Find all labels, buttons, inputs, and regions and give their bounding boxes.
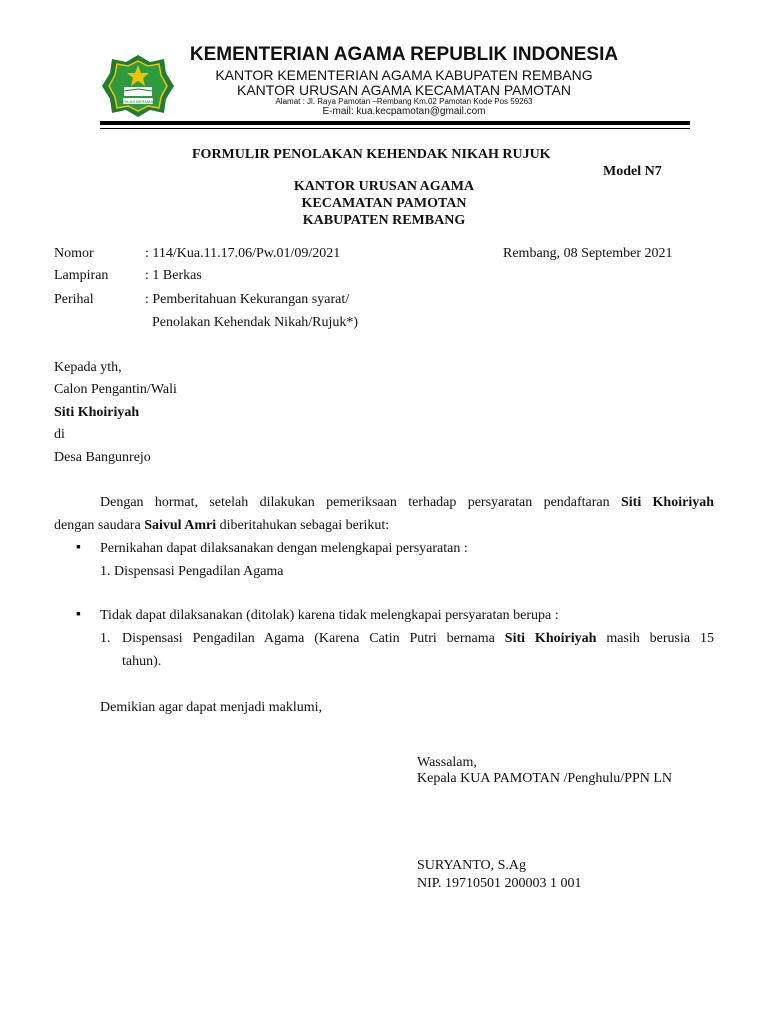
- rejected-item-text: Dispensasi Pengadilan Agama (Karena Catin Putri bernama: [122, 631, 495, 646]
- closing-sentence: Demikian agar dapat menjadi maklumi,: [100, 700, 322, 715]
- nomor-label: Nomor: [54, 246, 94, 261]
- rejected-item-text: masih berusia 15: [606, 631, 715, 646]
- rejected-item: [122, 631, 714, 647]
- recipient-place: Desa Bangunrejo: [54, 450, 151, 465]
- signatory-name: SURYANTO, S.Ag: [417, 858, 527, 873]
- accepted-item: 1. Dispensasi Pengadilan Agama: [100, 564, 284, 579]
- paragraph-line-1: [100, 495, 714, 511]
- letter-date: Rembang, 08 September 2021: [503, 246, 673, 261]
- paragraph-line-2: [54, 518, 389, 534]
- signatory-title: Kepala KUA PAMOTAN /Penghulu/PPN LN: [417, 771, 673, 786]
- applicant-name: Siti Khoiriyah: [620, 495, 715, 510]
- perihal-value-1: : Pemberitahuan Kekurangan syarat/: [145, 292, 350, 307]
- ministry-title: KEMENTERIAN AGAMA REPUBLIK INDONESIA: [189, 44, 619, 65]
- paragraph-text: Dengan hormat, setelah dilakukan pemeriksaan terhadap persyaratan pendaftaran: [100, 495, 610, 510]
- recipient-name: Siti Khoiriyah: [54, 405, 140, 420]
- svg-text:IKHLAS BERAMAL: IKHLAS BERAMAL: [120, 99, 156, 104]
- header-rule-thin: [100, 128, 690, 129]
- model-label: Model N7: [603, 164, 662, 179]
- rejected-bride-name: Siti Khoiriyah: [504, 631, 597, 646]
- salam: Wassalam,: [417, 755, 477, 770]
- lampiran-value: : 1 Berkas: [145, 268, 202, 283]
- signatory-nip: NIP. 19710501 200003 1 001: [417, 876, 582, 891]
- recipient-role: Calon Pengantin/Wali: [54, 382, 177, 397]
- greeting: Kepada yth,: [54, 360, 122, 375]
- bullet-icon: ▪: [76, 540, 81, 555]
- form-title: FORMULIR PENOLAKAN KEHENDAK NIKAH RUJUK: [192, 147, 551, 162]
- office-name-1: KANTOR URUSAN AGAMA: [293, 179, 475, 194]
- perihal-value-2: Penolakan Kehendak Nikah/Rujuk*): [152, 315, 359, 330]
- rejected-item-cont: tahun).: [122, 654, 162, 669]
- partner-name: Saivul Amri: [144, 518, 217, 533]
- office-regency: KANTOR KEMENTERIAN AGAMA KABUPATEN REMBANG: [215, 67, 593, 83]
- paragraph-text: dengan saudara: [54, 518, 141, 533]
- perihal-label: Perihal: [54, 292, 94, 307]
- office-name-3: KABUPATEN REMBANG: [302, 213, 466, 228]
- bullet-icon: ▪: [76, 607, 81, 622]
- office-name-2: KECAMATAN PAMOTAN: [301, 196, 467, 211]
- address: Alamat : Jl. Raya Pamotan –Rembang Km.02 Pamotan Kode Pos 59263: [275, 97, 533, 106]
- bullet-rejected: Tidak dapat dilaksanakan (ditolak) karena tidak melengkapai persyaratan berupa :: [100, 608, 559, 623]
- recipient-di: di: [54, 427, 65, 442]
- email: E-mail: kua.kecpamotan@gmail.com: [322, 106, 486, 117]
- rejected-item-number: 1.: [100, 631, 111, 646]
- office-district: KANTOR URUSAN AGAMA KECAMATAN PAMOTAN: [237, 82, 571, 98]
- lampiran-label: Lampiran: [54, 268, 109, 283]
- nomor-value: : 114/Kua.11.17.06/Pw.01/09/2021: [145, 246, 341, 261]
- header-rule-thick: [100, 121, 690, 125]
- bullet-accepted: Pernikahan dapat dilaksanakan dengan melengkapai persyaratan :: [100, 541, 468, 556]
- paragraph-text: diberitahukan sebagai berikut:: [219, 518, 390, 533]
